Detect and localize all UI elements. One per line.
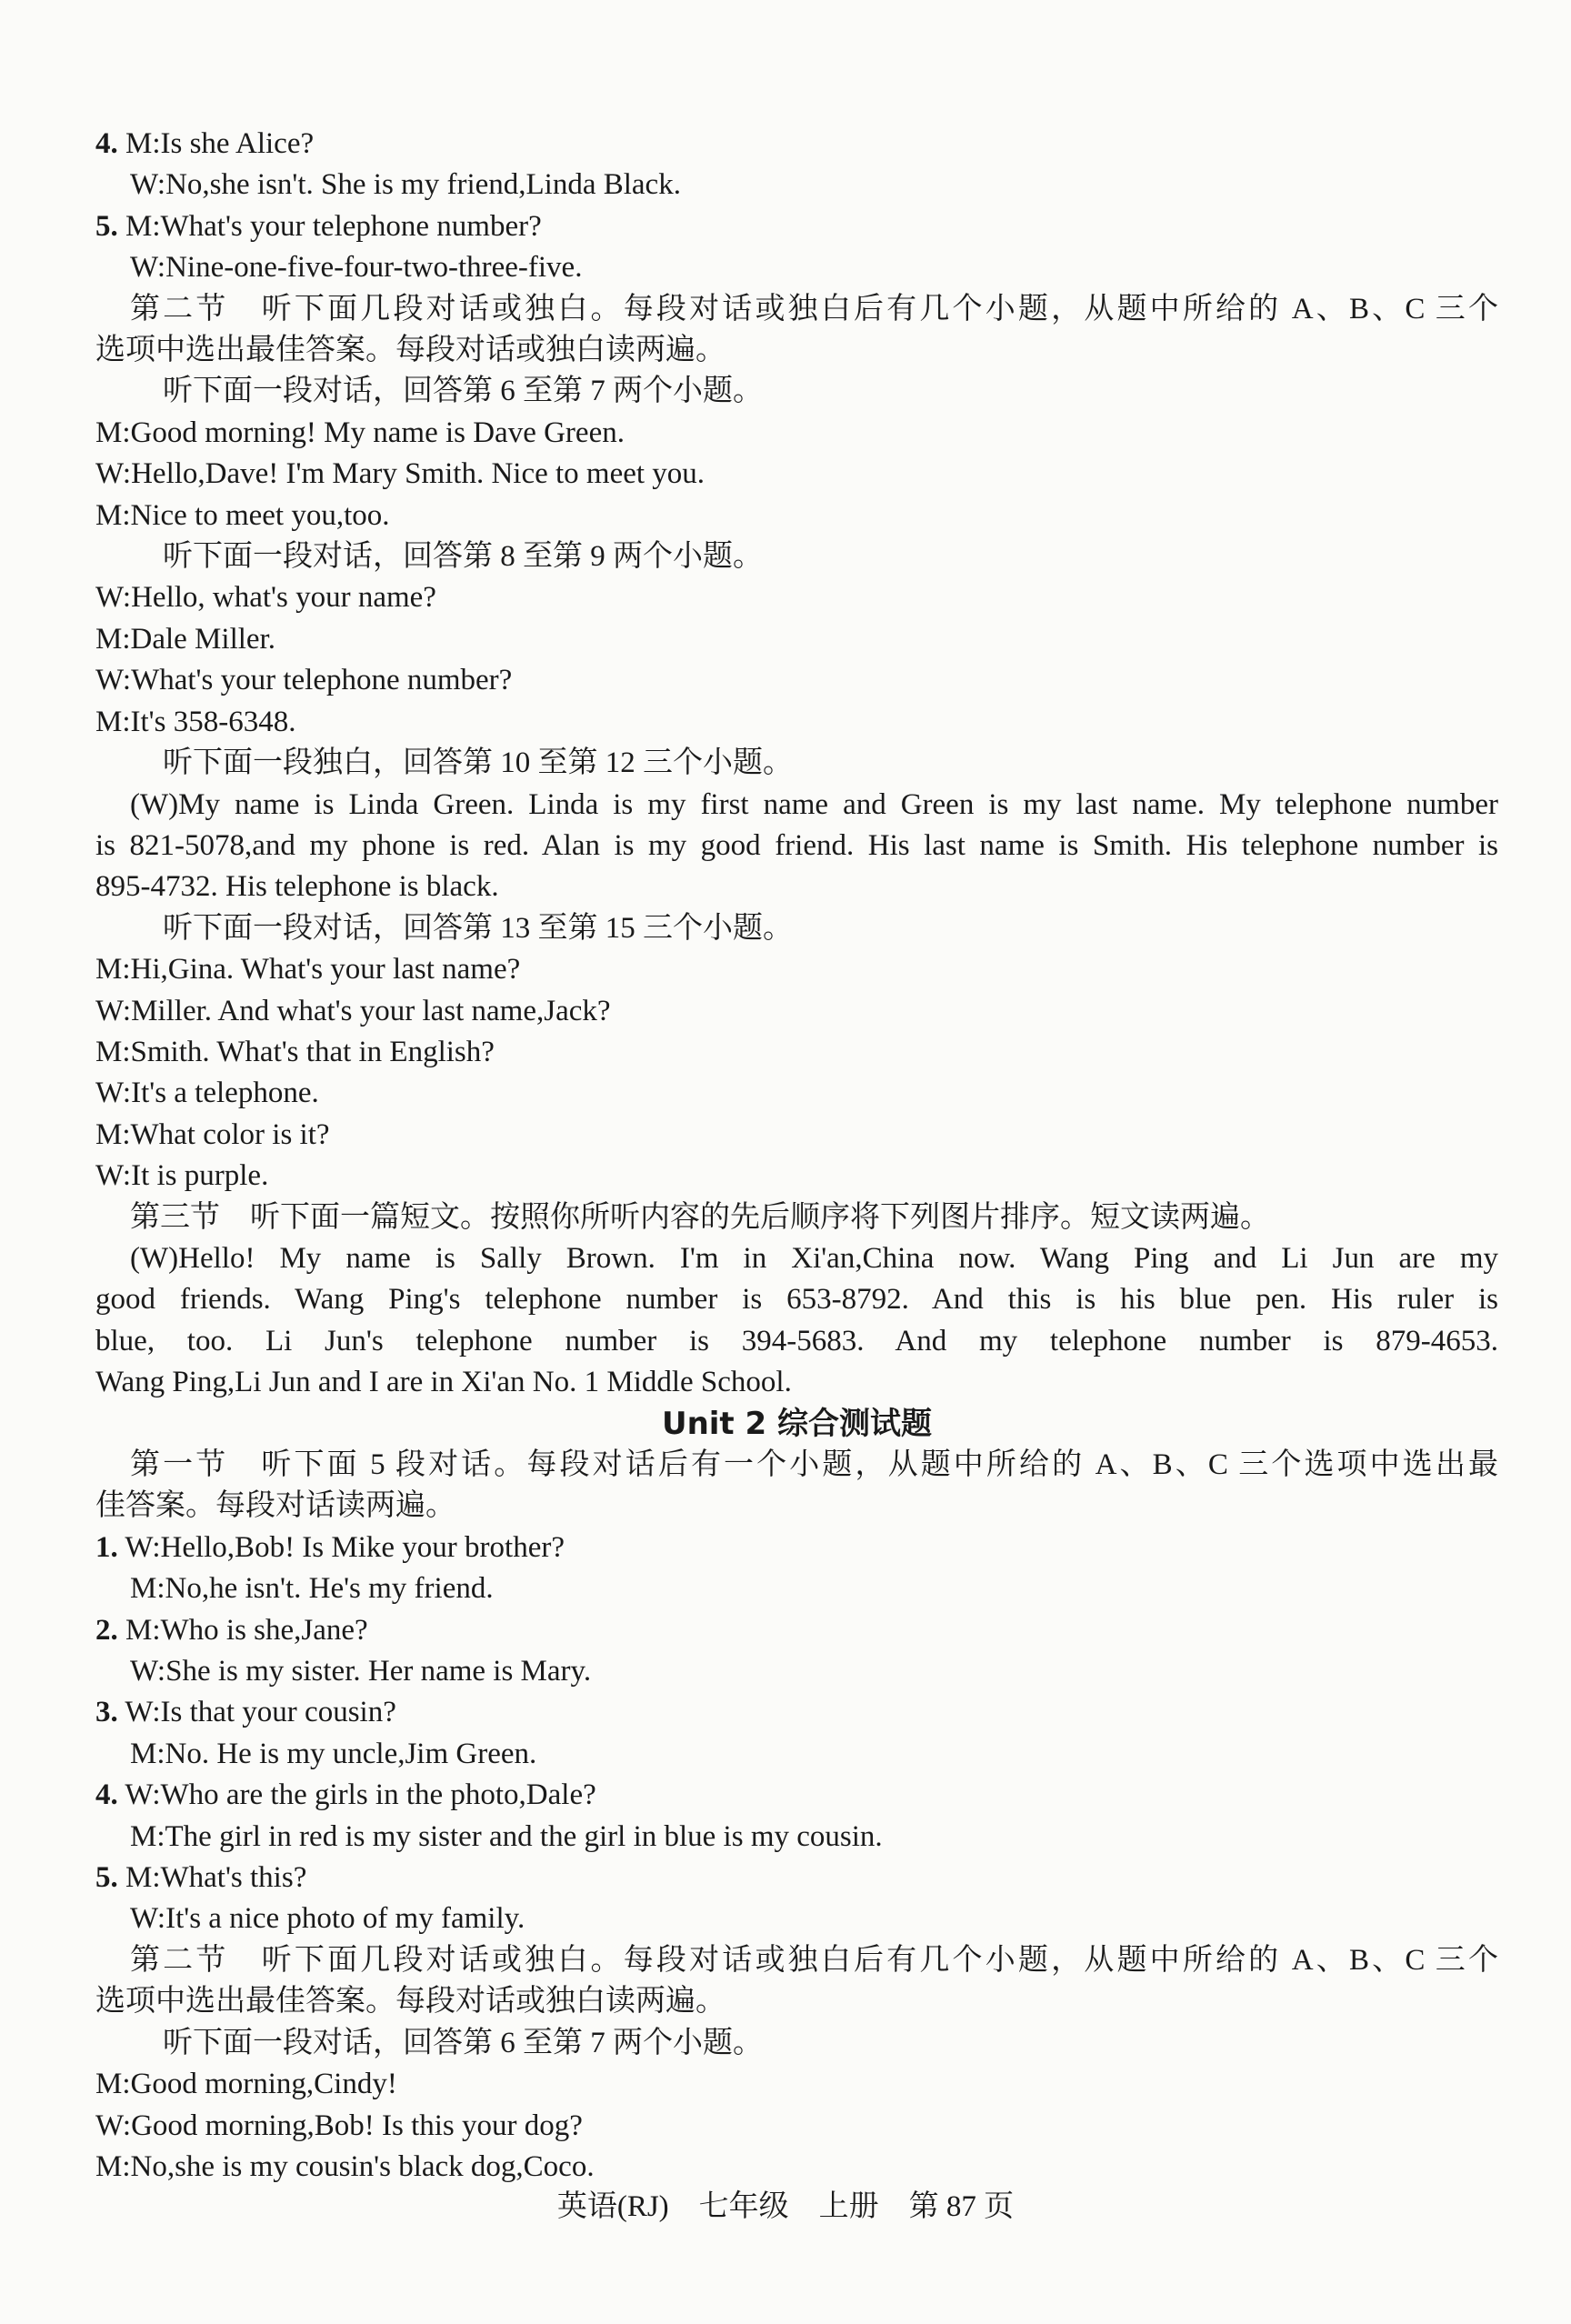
- line-text: 选项中选出最佳答案。每段对话或独白读两遍。: [95, 334, 725, 367]
- line-text: W:What's your telephone number?: [95, 664, 513, 697]
- text-line: [95, 1197, 1498, 1238]
- text-line: [95, 1692, 1498, 1733]
- text-line: [95, 577, 1498, 618]
- line-text: W:Hello,Bob! Is Mike your brother?: [117, 1530, 565, 1564]
- text-line: [95, 2064, 1498, 2105]
- line-text: 第一节 听下面 5 段对话。每段对话后有一个小题，从题中所给的 A、B、C 三个选项中选出最: [130, 1448, 1498, 1481]
- line-text: M:Who is she,Jane?: [117, 1613, 368, 1647]
- line-text: (W)Hello! My name is Sally Brown. I'm in Xi'an,China now. Wang Ping and Li Jun are my: [130, 1241, 1498, 1275]
- line-text: W:No,she isn't. She is my friend,Linda Black.: [130, 168, 681, 202]
- line-text: 选项中选出最佳答案。每段对话或独白读两遍。: [95, 1985, 725, 2018]
- line-text: good friends. Wang Ping's telephone number is 653-8792. And this is his blue pen. His ruler is: [95, 1283, 1498, 1317]
- line-text: 第二节 听下面几段对话或独白。每段对话或独白后有几个小题，从题中所给的 A、B、C 三个: [130, 1943, 1498, 1977]
- question-number: 1.: [95, 1530, 118, 1564]
- question-number: 4.: [95, 1778, 118, 1812]
- text-line: [95, 206, 1498, 247]
- line-text: W:She is my sister. Her name is Mary.: [130, 1655, 592, 1688]
- text-line: [95, 1156, 1498, 1197]
- text-line: [95, 908, 1498, 949]
- line-text: M:Nice to meet you,too.: [95, 498, 390, 532]
- line-text: W:It's a nice photo of my family.: [130, 1902, 525, 1936]
- text-line: [95, 1651, 1498, 1692]
- question-number: 2.: [95, 1613, 118, 1647]
- question-number: 3.: [95, 1696, 118, 1729]
- line-text: M:Good morning! My name is Dave Green.: [95, 416, 625, 449]
- text-line: [95, 1073, 1498, 1114]
- line-text: (W)My name is Linda Green. Linda is my first name and Green is my last name. My telephone number: [130, 787, 1498, 821]
- question-number: 4.: [95, 127, 118, 160]
- question-number: 5.: [95, 209, 118, 243]
- text-line: [95, 619, 1498, 660]
- page-footer: 英语(RJ) 七年级 上册 第 87 页: [556, 2190, 1015, 2223]
- line-text: M:The girl in red is my sister and the girl in blue is my cousin.: [130, 1819, 883, 1853]
- text-line: [95, 536, 1498, 577]
- text-line: [95, 1115, 1498, 1156]
- line-text: M:No,she is my cousin's black dog,Coco.: [95, 2149, 595, 2183]
- line-text: M:Is she Alice?: [117, 127, 315, 160]
- text-line: [95, 330, 1498, 371]
- text-line: [95, 1362, 1498, 1403]
- text-line: [95, 1610, 1498, 1651]
- document-body: [95, 124, 1498, 2188]
- line-text: W:Is that your cousin?: [117, 1696, 396, 1729]
- line-text: W:Nine-one-five-four-two-three-five.: [130, 251, 583, 285]
- text-line: [95, 1445, 1498, 1486]
- line-text: 895-4732. His telephone is black.: [95, 870, 499, 904]
- line-text: 第三节 听下面一篇短文。按照你所听内容的先后顺序将下列图片排序。短文读两遍。: [130, 1200, 1270, 1234]
- text-line: [95, 1817, 1498, 1858]
- text-line: [95, 1238, 1498, 1279]
- text-line: [95, 2023, 1498, 2064]
- text-line: [95, 1898, 1498, 1939]
- line-text: M:What's this?: [117, 1861, 307, 1895]
- text-line: [95, 413, 1498, 454]
- line-text: W:Hello, what's your name?: [95, 581, 436, 615]
- line-text: M:Good morning,Cindy!: [95, 2068, 397, 2101]
- line-text: M:It's 358-6348.: [95, 705, 296, 738]
- line-text: W:It's a telephone.: [95, 1077, 319, 1110]
- text-line: [95, 702, 1498, 743]
- text-line: [95, 371, 1498, 412]
- text-line: [95, 826, 1498, 866]
- text-line: [95, 1940, 1498, 1981]
- text-line: [95, 496, 1498, 536]
- text-line: [95, 1321, 1498, 1362]
- unit-heading: Unit 2 综合测试题: [661, 1405, 933, 1442]
- text-line: [95, 1734, 1498, 1775]
- text-line: [95, 1981, 1498, 2022]
- line-text: is 821-5078,and my phone is red. Alan is my good friend. His last name is Smith. His telephone number is: [95, 828, 1498, 862]
- line-text: W:Hello,Dave! I'm Mary Smith. Nice to meet you.: [95, 457, 705, 491]
- text-line: [95, 1775, 1498, 1816]
- text-line: [95, 743, 1498, 784]
- text-line: [95, 1568, 1498, 1609]
- line-text: W:It is purple.: [95, 1159, 269, 1193]
- line-text: 第二节 听下面几段对话或独白。每段对话或独白后有几个小题，从题中所给的 A、B、C 三个: [130, 292, 1498, 326]
- text-line: [95, 785, 1498, 826]
- line-text: 听下面一段对话，回答第 6 至第 7 两个小题。: [163, 375, 763, 408]
- text-line: [95, 949, 1498, 990]
- line-text: W:Miller. And what's your last name,Jack?: [95, 994, 611, 1027]
- text-line: [95, 1486, 1498, 1527]
- line-text: 佳答案。每段对话读两遍。: [95, 1489, 455, 1523]
- line-text: W:Good morning,Bob! Is this your dog?: [95, 2109, 583, 2142]
- question-number: 5.: [95, 1861, 118, 1895]
- text-line: [95, 1032, 1498, 1073]
- line-text: M:Hi,Gina. What's your last name?: [95, 953, 521, 987]
- line-text: M:What's your telephone number?: [117, 209, 542, 243]
- line-text: 听下面一段对话，回答第 13 至第 15 三个小题。: [163, 911, 793, 945]
- text-line: [95, 247, 1498, 288]
- line-text: W:Who are the girls in the photo,Dale?: [117, 1778, 596, 1812]
- line-text: blue, too. Li Jun's telephone number is 394-5683. And my telephone number is 879-4653.: [95, 1324, 1498, 1357]
- text-line: [95, 289, 1498, 330]
- text-line: [95, 454, 1498, 495]
- text-line: [95, 124, 1498, 165]
- text-line: [95, 660, 1498, 701]
- line-text: 听下面一段对话，回答第 8 至第 9 两个小题。: [163, 540, 763, 574]
- text-line: [95, 991, 1498, 1032]
- line-text: 听下面一段对话，回答第 6 至第 7 两个小题。: [163, 2026, 763, 2059]
- text-line: [95, 1528, 1498, 1568]
- line-text: M:What color is it?: [95, 1117, 330, 1151]
- line-text: 听下面一段独白，回答第 10 至第 12 三个小题。: [163, 746, 793, 780]
- text-line: [95, 1858, 1498, 1898]
- line-text: M:Dale Miller.: [95, 622, 275, 656]
- line-text: M:No. He is my uncle,Jim Green.: [130, 1737, 537, 1770]
- line-text: M:No,he isn't. He's my friend.: [130, 1572, 494, 1606]
- text-line: [95, 866, 1498, 907]
- line-text: M:Smith. What's that in English?: [95, 1035, 495, 1068]
- line-text: Wang Ping,Li Jun and I are in Xi'an No. 1 Middle School.: [95, 1366, 792, 1399]
- text-line: [95, 165, 1498, 205]
- text-line: [95, 2106, 1498, 2147]
- text-line: [95, 1279, 1498, 1320]
